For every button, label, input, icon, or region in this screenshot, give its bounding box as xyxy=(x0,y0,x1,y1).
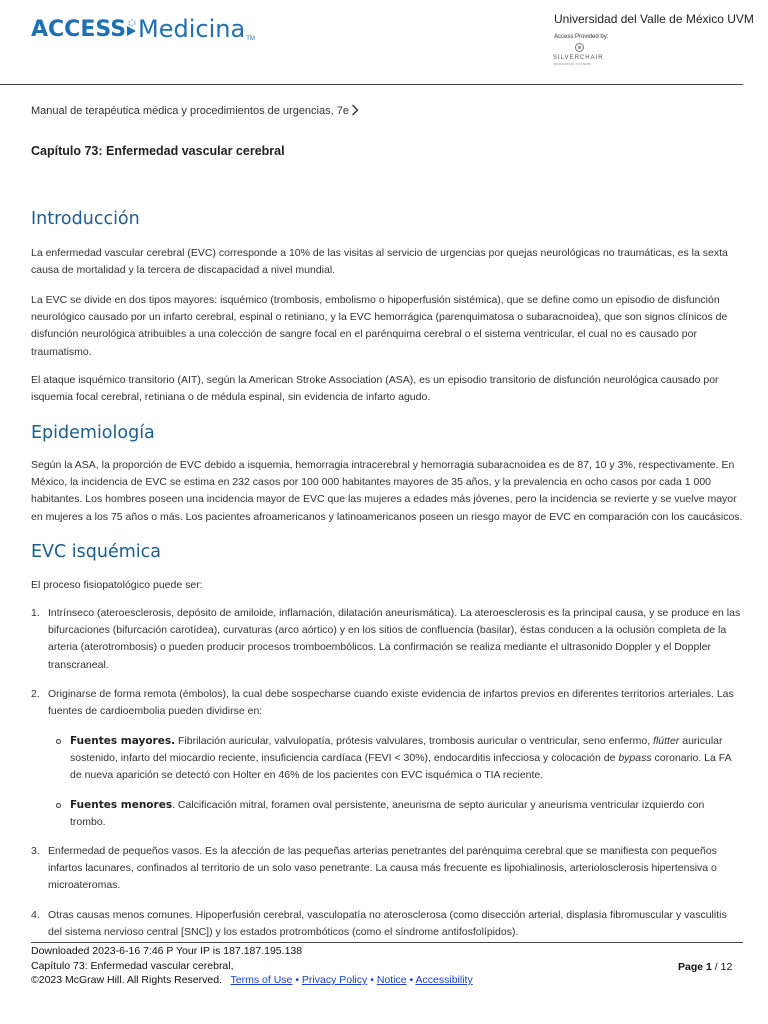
sub-list-item-fuentes-mayores xyxy=(56,733,742,785)
link-separator: • xyxy=(409,974,414,986)
list-number: 3. xyxy=(31,845,40,857)
heading-introduccion: Introducción xyxy=(31,209,140,229)
sub-text-part: coronario. La FA de nueva aparición se detectó con Holter en 46% de los pacientes con EVC isquémica o TIA reciente. xyxy=(70,752,731,782)
list-item xyxy=(31,843,743,895)
breadcrumb[interactable] xyxy=(31,104,359,117)
sub-list-text xyxy=(70,797,742,831)
sub-text-part: . Calcificación mitral, foramen oval persistente, aneurisma de septo auricular y aneurisma ventricular izquierdo con trombo. xyxy=(70,799,705,829)
bullet-icon xyxy=(56,739,61,744)
sub-text-part: auricular sostenido, infarto del miocardio reciente, insuficiencia cardíaca (FEVI < 30%), endocarditis infecciosa y colocación de xyxy=(70,735,723,765)
footer-copyright: ©2023 McGraw Hill. All Rights Reserved. xyxy=(31,974,222,986)
list-number: 2. xyxy=(31,688,40,700)
list-text: Originarse de forma remota (émbolos), la cual debe sospecharse cuando existe evidencia de infartos previos en diferentes territorios arteriales. Las fuentes de cardioembolia pueden dividirse en: xyxy=(48,688,734,718)
bullet-icon xyxy=(56,803,61,808)
sub-list-item-fuentes-menores xyxy=(56,797,742,831)
isq-intro: El proceso fisiopatológico puede ser: xyxy=(31,579,203,591)
page-current: 1 xyxy=(706,961,712,973)
link-separator: • xyxy=(370,974,374,986)
sub-label: Fuentes mayores. xyxy=(70,735,176,747)
logo-access-text: ACCESS xyxy=(31,16,127,42)
intro-paragraph-2: La EVC se divide en dos tipos mayores: isquémico (trombosis, embolismo o hipoperfusión sistémica), que se define como un episodio de disfunción neurológico causado por un infarto cerebral, espinal o retiniano, y la EVC hemorrágica (parenquimatosa o subaracnoidea), que son signos clínicos de disfunción neurológica atribuibles a una colección de sangre focal en el parénquima cerebral o el sistema ventricular, el cual no es causado por traumatismo. xyxy=(31,294,728,358)
footer-downloaded: Downloaded 2023-6-16 7:46 P Your IP is 187.187.195.138 xyxy=(31,945,303,957)
chapter-title: Capítulo 73: Enfermedad vascular cerebral xyxy=(31,144,285,158)
breadcrumb-book-link[interactable]: Manual de terapéutica médica y procedimientos de urgencias, 7e xyxy=(31,104,349,117)
notice-link[interactable]: Notice xyxy=(376,974,407,986)
list-text: Enfermedad de pequeños vasos. Es la afección de las pequeñas arterias penetrantes del parénquima cerebral que se manifiesta con pequeños infartos lacunares, confinados al territorio de un solo vaso penetrante. La causa más frecuente es lipohialinosis, arteriolosclerosis hipertensiva o microateromas. xyxy=(48,845,717,892)
silverchair-text: SILVERCHAIR xyxy=(553,55,604,61)
page-header xyxy=(0,0,768,84)
footer-divider xyxy=(31,942,743,943)
chevron-right-icon xyxy=(351,104,359,117)
list-text: Otras causas menos comunes. Hipoperfusión cerebral, vasculopatía no aterosclerosa (como disección arterial, displasia fibromuscular y vasculitis del sistema nervioso central [SNC]) y los estados protrombóticos (como el síndrome antifosfolípidos). xyxy=(48,909,727,939)
sub-text-italic: bypass xyxy=(618,752,652,765)
list-number: 1. xyxy=(31,607,40,619)
page-label: Page xyxy=(678,961,704,973)
list-item xyxy=(31,686,743,720)
footer-chapter: Capítulo 73: Enfermedad vascular cerebral, xyxy=(31,960,234,972)
silverchair-subtext: INFORMATION / SYSTEMS xyxy=(553,62,591,66)
page-footer xyxy=(0,942,768,1024)
intro-paragraph-3: El ataque isquémico transitorio (AIT), según la American Stroke Association (ASA), es un episodio transitorio de disfunción neurológica causado por isquemia focal cerebral, retiniana o de médula espinal, sin evidencia de infarto agudo. xyxy=(31,374,719,404)
sub-label: Fuentes menores xyxy=(70,799,173,811)
sub-text-italic: flútter xyxy=(653,735,680,747)
heading-epidemiologia: Epidemiología xyxy=(31,423,155,443)
footer-legal xyxy=(31,974,473,986)
silverchair-mark xyxy=(575,43,584,52)
list-number: 4. xyxy=(31,909,40,921)
sub-text-part: Fibrilación auricular, valvulopatía, prótesis valvulares, trombosis auricular o ventricular, seno enfermo, xyxy=(175,735,654,747)
header-divider xyxy=(0,84,743,85)
heading-evc-isquemica: EVC isquémica xyxy=(31,542,162,562)
sub-list-text xyxy=(70,733,742,785)
logo-tm: TM xyxy=(246,36,255,42)
epi-paragraph-1: Según la ASA, la proporción de EVC debido a isquemia, hemorragia intracerebral y hemorragia subaracnoidea es de 87, 10 y 3%, respectivamente. En México, la incidencia de EVC se estima en 232 casos por 100 000 habitantes mayores de 35 años, y la prevalencia en ocho casos por cada 1 000 habitantes. Los hombres poseen una incidencia mayor de EVC que las mujeres a edades más jóvenes, pero la incidencia se revierte y se vuelve mayor en mujeres a los 75 años o más. Los pacientes afroamericanos y latinoamericanos poseen un riesgo mayor de EVC en comparación con los caucásicos. xyxy=(31,459,743,523)
page-separator: / xyxy=(714,961,718,973)
access-provided-label: Access Provided by: xyxy=(554,34,609,40)
accessibility-link[interactable]: Accessibility xyxy=(415,974,473,986)
list-item xyxy=(31,605,743,674)
page-total: 12 xyxy=(720,961,733,973)
logo-medicina-text: Medicina xyxy=(138,15,246,43)
link-separator: • xyxy=(295,974,299,986)
terms-of-use-link[interactable]: Terms of Use xyxy=(230,974,293,986)
list-text: Intrínseco (ateroesclerosis, depósito de amiloide, inflamación, dilatación aneurismática). La ateroesclerosis es la principal causa, y se produce en las bifurcaciones (bifurcación carotídea), curvaturas (arco aórtico) y en los sitios de confluencia (basilar), éstas conducen a la oclusión completa de la arteria (aterotrombosis) o pueden producir procesos tromboembólicos. La confirmación se realiza mediante el ultrasonido Doppler y el Doppler transcraneal. xyxy=(48,607,741,671)
list-item xyxy=(31,907,743,941)
institution-name: Universidad del Valle de México UVM xyxy=(554,12,754,26)
privacy-policy-link[interactable]: Privacy Policy xyxy=(301,974,368,986)
accessmedicina-logo[interactable] xyxy=(31,10,255,48)
intro-paragraph-1: La enfermedad vascular cerebral (EVC) corresponde a 10% de las visitas al servicio de urgencias por quejas neurológicas no traumáticas, es la sexta causa de mortalidad y la tercera de discapacidad a nivel mundial. xyxy=(31,247,728,277)
page-indicator xyxy=(678,961,732,973)
gear-logo-icon xyxy=(126,19,138,39)
silverchair-logo-icon xyxy=(553,43,608,67)
